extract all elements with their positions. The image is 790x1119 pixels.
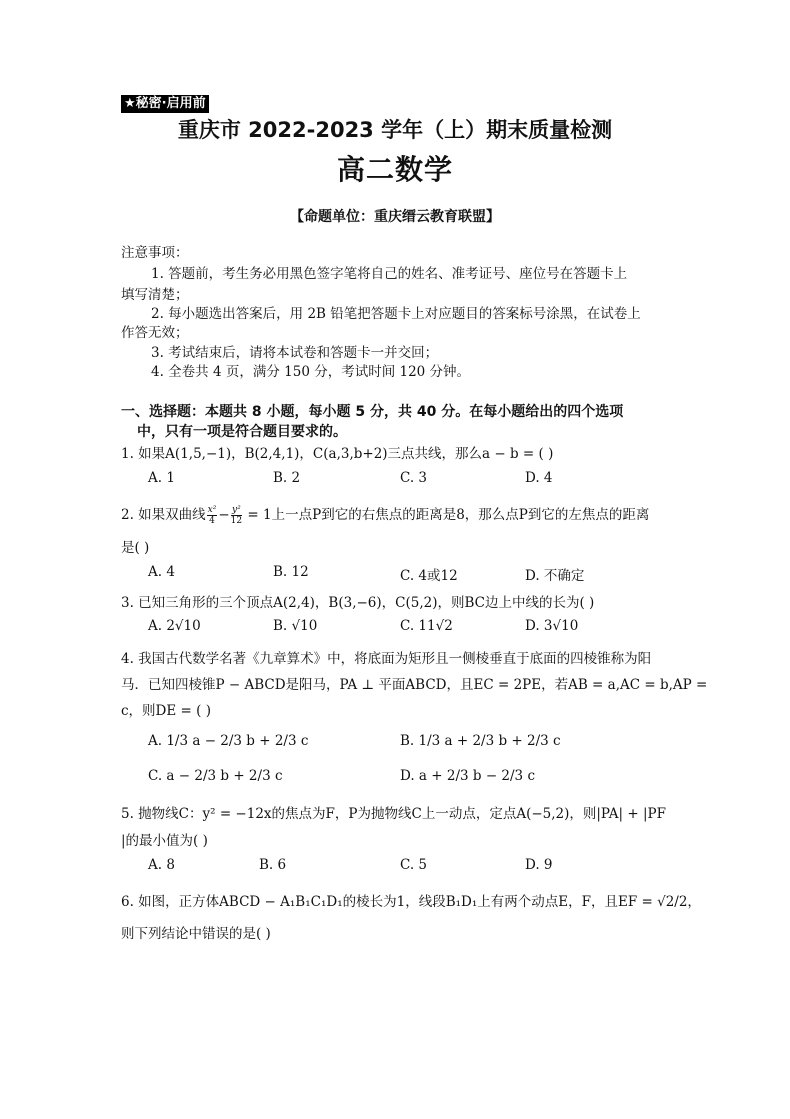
q2-stem-start: 2. 如果双曲线 [121, 507, 206, 523]
q2-stem-end: = 1上一点P到它的右焦点的距离是8，那么点P到它的左焦点的距离 [243, 507, 650, 523]
q1-option-d: D. 4 [525, 470, 553, 486]
q2-option-a: A. 4 [148, 564, 175, 580]
question-1: 1. 如果A(1,5,−1)，B(2,4,1)，C(a,3,b+2)三点共线，那么a − b = ( ) [121, 446, 554, 462]
question-5: 5. 抛物线C：y² = −12x的焦点为F，P为抛物线C上一动点，定点A(−5,2)，则|PA| + |PF [121, 806, 666, 822]
question-2-cont: 是( ) [121, 540, 150, 556]
q4-option-b: B. 1/3 a + 2/3 b + 2/3 c [400, 733, 561, 749]
q4-option-d: D. a + 2/3 b − 2/3 c [400, 768, 535, 784]
q2-option-b: B. 12 [273, 564, 309, 580]
q1-option-b: B. 2 [273, 470, 301, 486]
question-4-line3: c，则DE = ( ) [121, 703, 211, 719]
note-3: 3. 考试结束后，请将本试卷和答题卡一并交回； [151, 345, 439, 361]
question-4-line2: 马．已知四棱锥P − ABCD是阳马，PA ⊥ 平面ABCD，且EC = 2PE，若AB = a,AC = b,AP = [121, 677, 708, 693]
q1-option-c: C. 3 [400, 470, 428, 486]
question-3: 3. 已知三角形的三个顶点A(2,4)，B(3,−6)，C(5,2)，则BC边上中线的长为( ) [121, 595, 595, 611]
note-2-cont: 作答无效； [121, 325, 189, 341]
q3-option-b: B. √10 [273, 618, 318, 634]
question-6: 6. 如图，正方体ABCD − A₁B₁C₁D₁的棱长为1，线段B₁D₁上有两个动点E，F，且EF = √2/2， [121, 894, 701, 910]
q2-option-d: D. 不确定 [525, 568, 585, 584]
q3-option-d: D. 3√10 [525, 618, 579, 634]
q5-option-d: D. 9 [525, 857, 553, 873]
q5-option-b: B. 6 [259, 857, 287, 873]
note-1-cont: 填写清楚； [121, 287, 189, 303]
q5-option-a: A. 8 [148, 857, 175, 873]
note-2: 2. 每小题选出答案后，用 2B 铅笔把答题卡上对应题目的答案标号涂黑，在试卷上 [151, 306, 641, 322]
subject-title: 高二数学 [336, 153, 453, 186]
q5-option-c: C. 5 [400, 857, 428, 873]
note-4: 4. 全卷共 4 页，满分 150 分，考试时间 120 分钟。 [151, 364, 471, 380]
q3-option-a: A. 2√10 [148, 618, 201, 634]
q4-option-a: A. 1/3 a − 2/3 b + 2/3 c [148, 733, 309, 749]
notes-heading: 注意事项： [121, 245, 189, 261]
q3-option-c: C. 11√2 [400, 618, 453, 634]
question-2: 2. 如果双曲线 $\frac{\text{x²}}{4}$ − $\frac{\text{y²}}{12}$ = 1上一点P到它的右焦点的距离是8，那么点P到它的左焦点的距离 [121, 505, 650, 526]
question-4: 4. 我国古代数学名著《九章算术》中，将底面为矩形且一侧棱垂直于底面的四棱锥称为阳 [121, 651, 652, 667]
q1-option-a: A. 1 [148, 470, 175, 486]
question-5-line2: |的最小值为( ) [121, 833, 208, 849]
q4-option-c: C. a − 2/3 b + 2/3 c [148, 768, 283, 784]
note-1: 1. 答题前，考生务必用黑色签字笔将自己的姓名、准考证号、座位号在答题卡上 [151, 266, 628, 282]
q2-option-c: C. 4或12 [400, 568, 458, 584]
section-heading-cont: 中，只有一项是符合题目要求的。 [137, 424, 347, 440]
confidential-badge: ★秘密·启用前 [121, 95, 209, 113]
exam-title: 重庆市 2022-2023 学年（上）期末质量检测 [177, 118, 613, 142]
y2-over-12: $\frac{\text{y²}}{12}$ [230, 505, 243, 526]
x2-over-4: $\frac{\text{x²}}{4}$ [207, 505, 217, 526]
question-6-line2: 则下列结论中错误的是( ) [121, 926, 271, 942]
issuing-unit: 【命题单位：重庆缙云教育联盟】 [290, 209, 500, 225]
section-heading: 一、选择题：本题共 8 小题，每小题 5 分，共 40 分。在每小题给出的四个选项 [121, 404, 624, 420]
